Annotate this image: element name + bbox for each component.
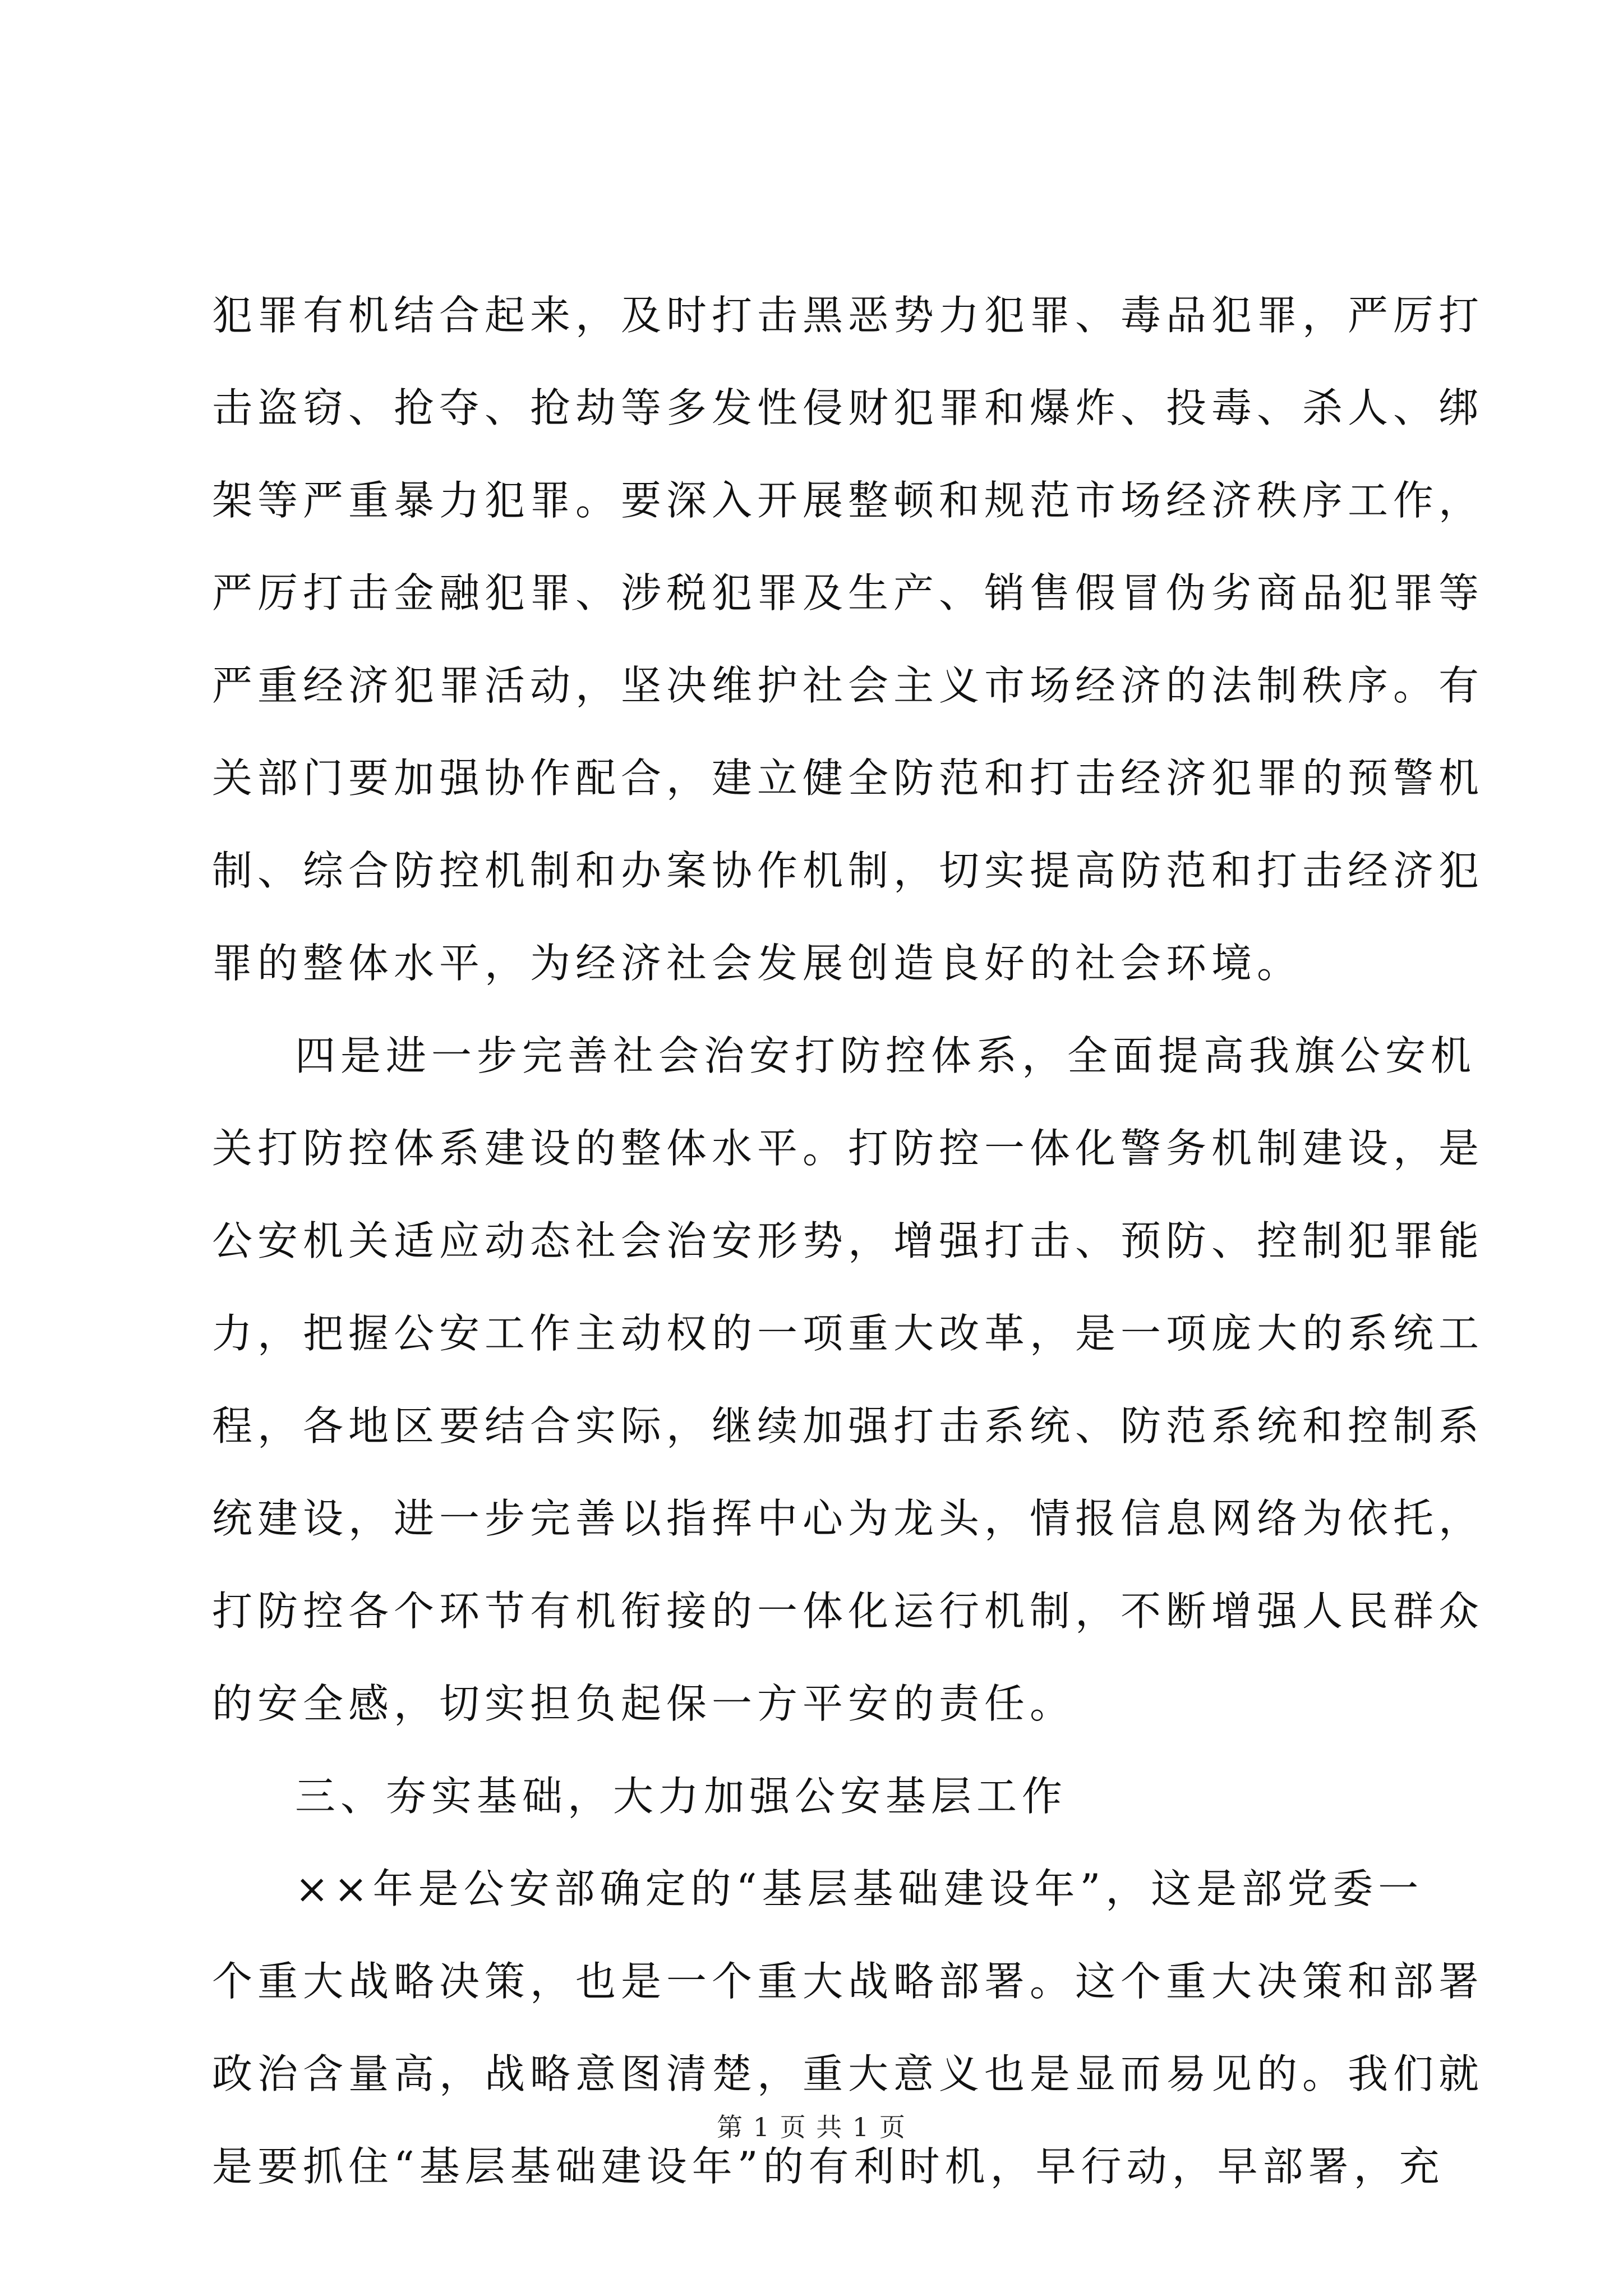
text-line: 个重大战略决策，也是一个重大战略部署。这个重大决策和部署 xyxy=(212,1958,1484,2005)
paragraph-start-line: 四是进一步完善社会治安打防控体系，全面提高我旗公安机 xyxy=(295,1032,1477,1079)
text-line: 严厉打击金融犯罪、涉税犯罪及生产、销售假冒伪劣商品犯罪等 xyxy=(212,569,1484,616)
paragraph-start-line: ××年是公安部确定的“基层基础建设年”，这是部党委一 xyxy=(295,1865,1424,1912)
text-line: 罪的整体水平，为经济社会发展创造良好的社会环境。 xyxy=(212,940,1303,987)
section-heading: 三、夯实基础，大力加强公安基层工作 xyxy=(295,1773,1068,1820)
text-line: 架等严重暴力犯罪。要深入开展整顿和规范市场经济秩序工作， xyxy=(212,477,1484,524)
text-line: 制、综合防控机制和办案协作机制，切实提高防范和打击经济犯 xyxy=(212,847,1484,894)
text-line: 严重经济犯罪活动，坚决维护社会主义市场经济的法制秩序。有 xyxy=(212,662,1484,709)
text-line: 的安全感，切实担负起保一方平安的责任。 xyxy=(212,1680,1076,1727)
text-line: 犯罪有机结合起来，及时打击黑恶势力犯罪、毒品犯罪，严厉打 xyxy=(212,292,1484,339)
text-line: 程，各地区要结合实际，继续加强打击系统、防范系统和控制系 xyxy=(212,1402,1484,1450)
document-body xyxy=(212,269,1484,2213)
text-line: 关部门要加强协作配合，建立健全防范和打击经济犯罪的预警机 xyxy=(212,754,1484,802)
text-line: 击盗窃、抢夺、抢劫等多发性侵财犯罪和爆炸、投毒、杀人、绑 xyxy=(212,384,1484,431)
text-line: 统建设，进一步完善以指挥中心为龙头，情报信息网络为依托， xyxy=(212,1495,1484,1542)
text-line: 关打防控体系建设的整体水平。打防控一体化警务机制建设，是 xyxy=(212,1125,1484,1172)
text-line: 打防控各个环节有机衔接的一体化运行机制，不断增强人民群众 xyxy=(212,1588,1484,1635)
text-line: 公安机关适应动态社会治安形势，增强打击、预防、控制犯罪能 xyxy=(212,1217,1484,1264)
text-line: 政治含量高，战略意图清楚，重大意义也是显而易见的。我们就 xyxy=(212,2050,1484,2097)
page-footer: 第 1 页 共 1 页 xyxy=(717,2112,906,2142)
text-line: 是要抓住“基层基础建设年”的有利时机，早行动，早部署，充 xyxy=(212,2143,1445,2190)
text-line: 力，把握公安工作主动权的一项重大改革，是一项庞大的系统工 xyxy=(212,1310,1484,1357)
